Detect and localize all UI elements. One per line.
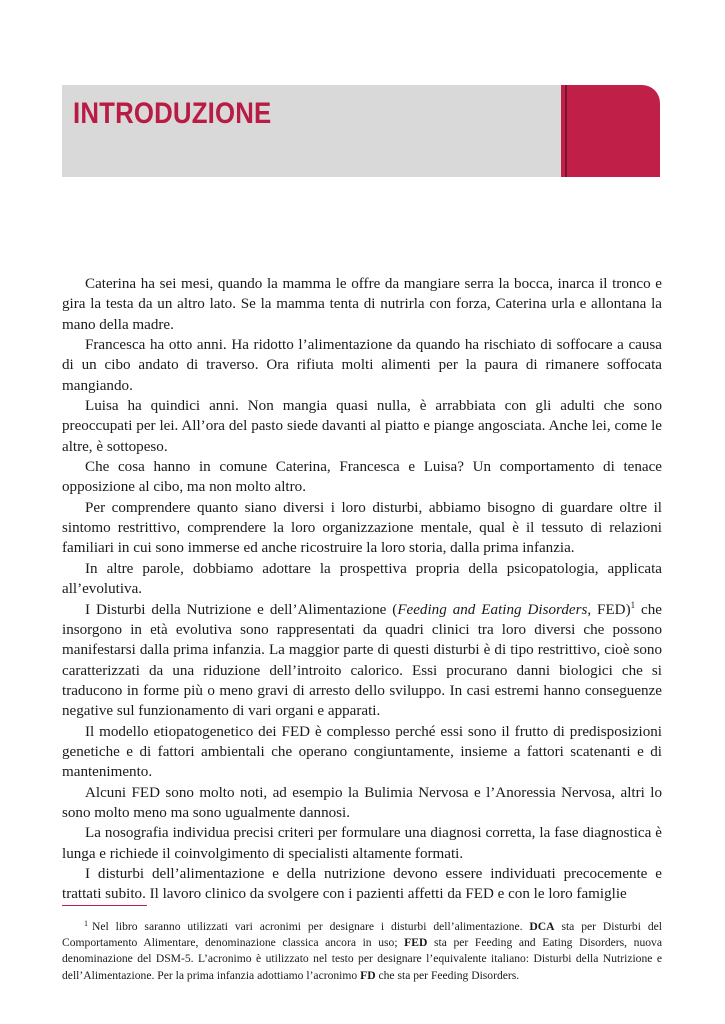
footnote-text: Nel libro saranno utilizzati vari acronimi per designare i disturbi dell’alimentazione. [92,920,530,933]
chapter-title: INTRODUZIONE [73,97,272,130]
paragraph-italic-term: Feeding and Eating Disorders [397,601,588,618]
paragraph-text: , FED) [587,601,631,618]
paragraph: I disturbi dell’alimentazione e della nutrizione devono essere individuati precocemente e trattati subito. Il lavoro clinico da svolgere con i pazienti affetti da FED e con le loro famiglie [62,865,662,903]
paragraph: Alcuni FED sono molto noti, ad esempio la Bulimia Nervosa e l’Anoressia Nervosa, altri lo sono molto meno ma sono ugualmente dannosi. [62,784,662,821]
footnote-text: che sta per Feeding Disorders. [375,968,520,982]
footnote-text: sta per Disturbi del Comportamento Alimentare, denominazione classica ancora in uso; [62,920,662,950]
paragraph: Luisa ha quindici anni. Non mangia quasi nulla, è arrabbiata con gli adulti che sono preoccupati per lei. All’ora del pasto siede davanti al piatto e piange angosciata. Anche lei, come le altre, è sottopeso. [62,398,662,455]
footnote-acronym: DCA [529,920,555,933]
paragraph: Per comprendere quanto siano diversi i loro disturbi, abbiamo bisogno di guardare oltre il sintomo restrittivo, comprendere la loro organizzazione mentale, qual è il tessuto di relazioni familiari in cui sono immerse ed anche ricostruire la loro storia, dalla prima infanzia. [62,499,662,557]
body-text [62,274,662,905]
paragraph-text: I Disturbi della Nutrizione e dell’Alimentazione ( [85,601,398,618]
footnote-number: 1 [84,919,88,928]
paragraph: In altre parole, dobbiamo adottare la prospettiva propria della psicopatologia, applicata all’evolutiva. [62,560,662,598]
footnote-reference[interactable]: 1 [630,599,636,610]
paragraph: Francesca ha otto anni. Ha ridotto l’alimentazione da quando ha rischiato di soffocare a causa di un cibo andato di traverso. Ora rifiuta molti alimenti per la paura di rimanere soffocata mangiando. [62,337,662,394]
paragraph: Che cosa hanno in comune Caterina, Francesca e Luisa? Un comportamento di tenace opposizione al cibo, ma non molto altro. [62,459,662,496]
paragraph: La nosografia individua precisi criteri per formulare una diagnosi corretta, la fase diagnostica è lunga e richiede il coinvolgimento di specialisti altamente formati. [62,825,662,862]
footnote-acronym: FD [360,968,376,982]
paragraph: Il modello etiopatogenetico dei FED è complesso perché essi sono il frutto di predisposizioni genetiche e di fattori ambientali che operano congiuntamente, insieme a fattori scatenanti e di mantenimento. [62,723,662,781]
paragraph-text: che insorgono in età evolutiva sono rappresentati da quadri clinici tra loro diversi che possono manifestarsi dalla prima infanzia. La maggior parte di questi disturbi è di tipo restrittivo, cioè sono caratterizzati da una riduzione dell’introito calorico. Essi procurano danni biologici che si traducono in forme più o meno gravi di arresto dello sviluppo. In casi estremi hanno conseguenze negative sul funzionamento di vari organi e apparati. [62,601,662,720]
footnote [62,919,662,984]
paragraph: Caterina ha sei mesi, quando la mamma le offre da mangiare serra la bocca, inarca il tronco e gira la testa da un altro lato. Se la mamma tenta di nutrirla con forza, Caterina urla e allontana la mano della madre. [62,276,662,333]
chapter-header-tab [561,85,660,177]
footnote-separator [62,905,147,906]
footnote-acronym: FED [404,936,428,950]
paragraph [62,600,662,722]
chapter-header-divider [565,85,567,177]
footnote-text: sta per Feeding and Eating Disorders, nuova denominazione del DSM-5. L’acronimo è utilizzato nel testo per designare l’equivalente italiano: Disturbi della Nutrizione e dell’Alimentazione. Per la prima infanzia adottiamo l’acronimo [62,936,663,982]
